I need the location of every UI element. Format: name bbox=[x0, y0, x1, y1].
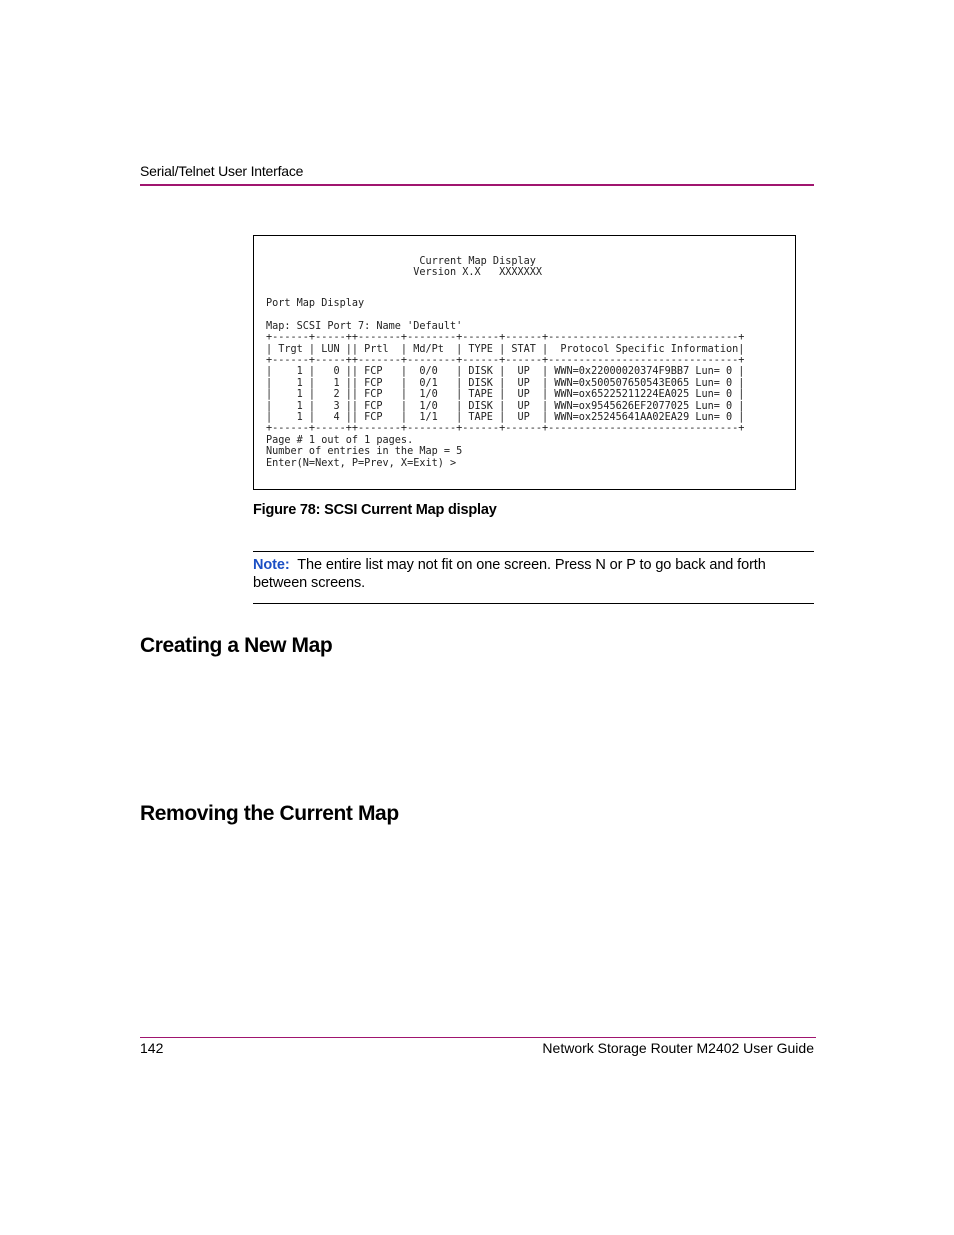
terminal-line: | 1 | 3 || FCP | 1/0 | DISK | UP | WWN=ox9545626EF2077025 Lun= 0 | bbox=[266, 401, 745, 412]
terminal-line: | 1 | 2 || FCP | 1/0 | TAPE | UP | WWN=ox65225211224EA025 Lun= 0 | bbox=[266, 389, 745, 400]
running-header: Serial/Telnet User Interface bbox=[140, 163, 304, 179]
section-heading-removing: Removing the Current Map bbox=[140, 802, 399, 825]
terminal-line: +------+-----++-------+--------+------+------+-------------------------------+ bbox=[266, 355, 745, 366]
page-number: 142 bbox=[140, 1040, 164, 1056]
terminal-line: +------+-----++-------+--------+------+------+-------------------------------+ bbox=[266, 332, 745, 343]
terminal-line: Page # 1 out of 1 pages. bbox=[266, 435, 414, 446]
figure-caption: Figure 78: SCSI Current Map display bbox=[253, 502, 497, 518]
terminal-line: Enter(N=Next, P=Prev, X=Exit) > bbox=[266, 458, 457, 469]
note-top-rule bbox=[253, 551, 814, 552]
terminal-screen bbox=[253, 235, 796, 490]
terminal-line: Version X.X XXXXXXX bbox=[266, 267, 543, 278]
terminal-line: Current Map Display bbox=[266, 256, 536, 267]
note-label: Note: bbox=[253, 557, 290, 573]
header-rule bbox=[140, 184, 814, 186]
note-text: The entire list may not fit on one screen. Press N or P to go back and forth between screens. bbox=[253, 557, 766, 591]
terminal-line: | 1 | 1 || FCP | 0/1 | DISK | UP | WWN=0x500507650543E065 Lun= 0 | bbox=[266, 378, 745, 389]
terminal-line: Map: SCSI Port 7: Name 'Default' bbox=[266, 321, 463, 332]
footer-rule bbox=[140, 1037, 816, 1038]
terminal-line: +------+-----++-------+--------+------+------+-------------------------------+ bbox=[266, 423, 745, 434]
section-heading-creating: Creating a New Map bbox=[140, 634, 333, 657]
guide-title: Network Storage Router M2402 User Guide bbox=[542, 1040, 814, 1056]
note-box bbox=[253, 556, 793, 592]
terminal-line: | Trgt | LUN || Prtl | Md/Pt | TYPE | STAT | Protocol Specific Information| bbox=[266, 344, 745, 355]
terminal-line: Number of entries in the Map = 5 bbox=[266, 446, 463, 457]
terminal-line: Port Map Display bbox=[266, 298, 365, 309]
terminal-line: | 1 | 4 || FCP | 1/1 | TAPE | UP | WWN=ox25245641AA02EA29 Lun= 0 | bbox=[266, 412, 745, 423]
terminal-line: | 1 | 0 || FCP | 0/0 | DISK | UP | WWN=0x22000020374F9BB7 Lun= 0 | bbox=[266, 366, 745, 377]
note-bottom-rule bbox=[253, 603, 814, 604]
